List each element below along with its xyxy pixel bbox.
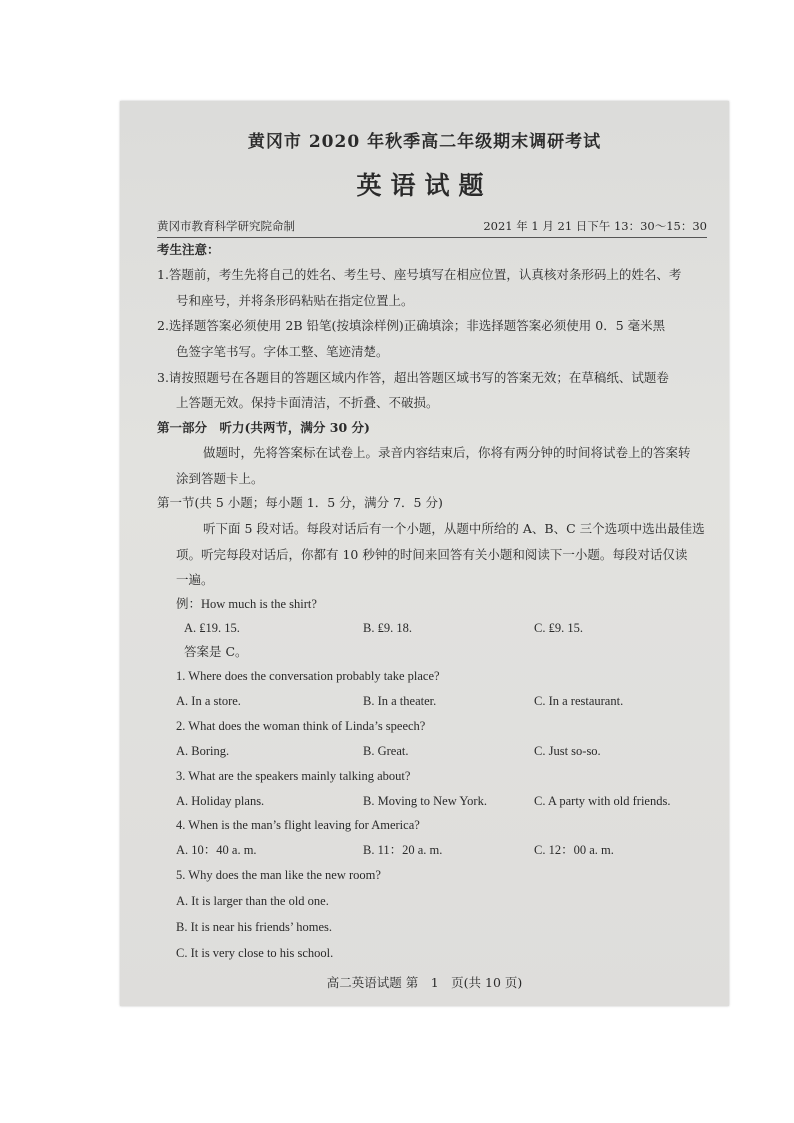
section-intro: 项。听完每段对话后，你都有 10 秒钟的时间来回答有关小题和阅读下一小题。每段对话仅读 bbox=[176, 547, 688, 562]
option-b: B. It is near his friends’ homes. bbox=[176, 920, 332, 934]
part1-heading: 第一部分 听力(共两节，满分 30 分) bbox=[157, 420, 370, 435]
question-text: 3. What are the speakers mainly talking about? bbox=[176, 769, 411, 783]
option-c: C. ₤9. 15. bbox=[534, 621, 583, 635]
section-intro: 听下面 5 段对话。每段对话后有一个小题，从题中所给的 A、B、C 三个选项中选出最佳选 bbox=[203, 521, 705, 536]
note-line: 1.答题前，考生先将自己的姓名、考生号、座号填写在相应位置，认真核对条形码上的姓名、考 bbox=[157, 267, 682, 282]
example-answer: 答案是 C。 bbox=[184, 644, 248, 659]
option-b: B. Great. bbox=[363, 744, 409, 758]
exam-time: 2021 年 1 月 21 日下午 13：30～15：30 bbox=[483, 219, 707, 233]
issuer-label: 黄冈市教育科学研究院命制 bbox=[157, 219, 295, 233]
part1-intro: 做题时，先将答案标在试卷上。录音内容结束后，你将有两分钟的时间将试卷上的答案转 bbox=[203, 445, 691, 460]
option-a: A. In a store. bbox=[176, 694, 241, 708]
option-a: A. It is larger than the old one. bbox=[176, 894, 329, 908]
question-text: 2. What does the woman think of Linda’s speech? bbox=[176, 719, 426, 733]
question-text: 1. Where does the conversation probably take place? bbox=[176, 669, 440, 683]
option-c: C. A party with old friends. bbox=[534, 794, 671, 808]
question-text: 4. When is the man’s flight leaving for America? bbox=[176, 818, 420, 832]
option-a: A. Holiday plans. bbox=[176, 794, 265, 808]
option-a: A. 10：40 a. m. bbox=[176, 843, 257, 857]
question-text: 5. Why does the man like the new room? bbox=[176, 868, 381, 882]
section-heading: 第一节(共 5 小题；每小题 1．5 分，满分 7．5 分) bbox=[157, 495, 443, 510]
header-divider bbox=[157, 237, 707, 238]
option-a: A. ₤19. 15. bbox=[184, 621, 240, 635]
note-line: 色签字笔书写。字体工整、笔迹清楚。 bbox=[176, 344, 389, 359]
exam-subtitle: 英语试题 bbox=[356, 171, 493, 200]
option-b: B. ₤9. 18. bbox=[363, 621, 412, 635]
exam-paper bbox=[120, 101, 729, 1006]
note-line: 2.选择题答案必须使用 2B 铅笔(按填涂样例)正确填涂；非选择题答案必须使用 0．5 毫米黑 bbox=[157, 318, 666, 333]
option-c: C. In a restaurant. bbox=[534, 694, 624, 708]
option-b: B. 11：20 a. m. bbox=[363, 843, 443, 857]
exam-title: 黄冈市 2020 年秋季高二年级期末调研考试 bbox=[247, 132, 602, 152]
section-intro: 一遍。 bbox=[176, 572, 214, 587]
option-c: C. Just so-so. bbox=[534, 744, 601, 758]
option-b: B. Moving to New York. bbox=[363, 794, 487, 808]
option-c: C. 12：00 a. m. bbox=[534, 843, 614, 857]
option-a: A. Boring. bbox=[176, 744, 230, 758]
note-line: 号和座号，并将条形码粘贴在指定位置上。 bbox=[176, 293, 414, 308]
example-question: 例：How much is the shirt? bbox=[176, 597, 317, 611]
page-footer: 高二英语试题 第 1 页(共 10 页) bbox=[326, 975, 523, 990]
part1-intro: 涂到答题卡上。 bbox=[176, 471, 264, 486]
note-line: 上答题无效。保持卡面清洁，不折叠、不破损。 bbox=[176, 395, 439, 410]
note-line: 3.请按照题号在各题目的答题区域内作答，超出答题区域书写的答案无效；在草稿纸、试题卷 bbox=[157, 370, 669, 385]
notes-heading: 考生注意： bbox=[157, 242, 220, 257]
option-b: B. In a theater. bbox=[363, 694, 437, 708]
option-c: C. It is very close to his school. bbox=[176, 946, 334, 960]
